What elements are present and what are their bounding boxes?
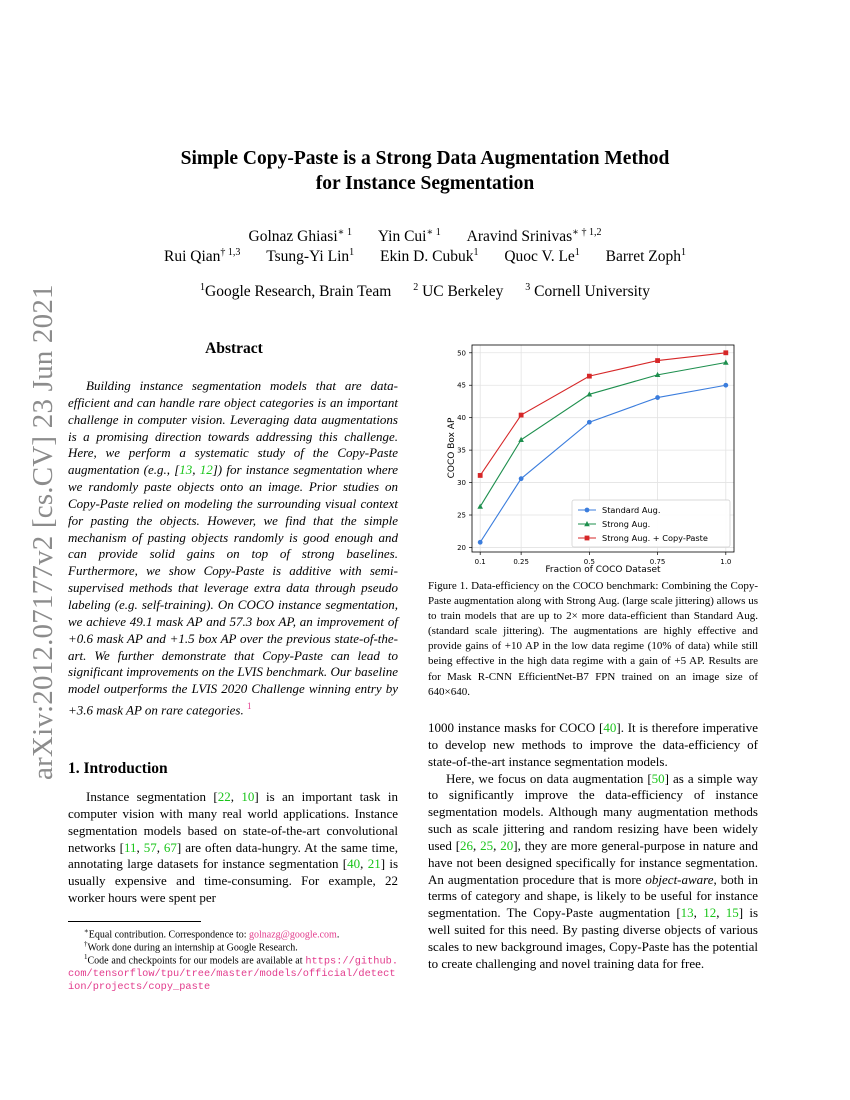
code-url-link[interactable]: https://github.com/tensorflow/tpu/tree/master/models/official/detection/projects/copy_paste: [68, 955, 398, 993]
x-tick-label: 0.25: [513, 558, 529, 566]
author: Tsung-Yi Lin$^1$: [266, 247, 355, 266]
affiliation: $^2$ UC Berkeley: [413, 282, 504, 301]
x-tick-label: 1.0: [720, 558, 732, 566]
title-line-1: Simple Copy-Paste is a Strong Data Augmentation Method: [180, 148, 670, 169]
authors-row-2: [60, 242, 790, 268]
section-heading-introduction: 1. Introduction: [68, 760, 168, 777]
legend-entry: Standard Aug.: [602, 505, 661, 515]
affiliations: [60, 282, 790, 301]
citation-link[interactable]: 12: [703, 905, 717, 921]
data-point: [478, 473, 483, 478]
data-point: [519, 413, 524, 418]
author: Quoc V. Le$^1$: [504, 247, 580, 266]
legend-entry: Strong Aug. + Copy-Paste: [602, 533, 708, 543]
title-line-2: for Instance Segmentation: [315, 173, 535, 194]
data-point: [518, 437, 524, 442]
citation-link[interactable]: 12: [199, 462, 213, 478]
data-point: [587, 374, 592, 379]
affiliation: $^3$ Cornell University: [525, 282, 650, 301]
x-axis-label: Fraction of COCO Dataset: [545, 565, 661, 575]
paragraph: Here, we focus on data augmentation [50] as a simple way to significantly improve the data-efficiency of instance segmentation models. Although many augmentation methods such as scale jittering and random resizing have been widely used [26, 25, 20], they are more general-purpose in nature and have not been designed specifically for instance segmentation. An augmentation procedure that is more object-aware, both in terms of category and shape, is likely to be useful for instance segmentation. The Copy-Paste augmentation [13, 12, 15] is well suited for this need. By pasting diverse objects of various scales to new background images, Copy-Paste has the potential to create challenging and novel training data for free.: [428, 770, 759, 971]
paragraph: 1000 instance masks for COCO [40]. It is therefore imperative to develop new methods to improve the data-efficiency of state-of-the-art instance segmentation models.: [428, 720, 758, 769]
y-tick-label: 50: [457, 349, 466, 358]
citation-link[interactable]: 26: [460, 837, 474, 853]
series-line: [480, 353, 726, 476]
data-point: [723, 383, 728, 388]
abstract-body: Building instance segmentation models that are data-efficient and can handle rare object categories is an important challenge in computer vision. Leveraging data augmentations is a promising direction towards addressing this challenge. Here, we perform a systematic study of the Copy-Paste augmentation (e.g., [13, 12]) for instance segmentation where we randomly paste objects onto an image. Prior studies on Copy-Paste relied on modeling the surrounding visual context for pasting the objects. However, we find that the simple mechanism of pasting objects randomly is good enough and can provide solid gains on top of strong baselines. Furthermore, we show Copy-Paste is additive with semi-supervised methods that leverage extra data through pseudo labeling (e.g. self-training). On COCO instance segmentation, we achieve 49.1 mask AP and 57.3 box AP, an improvement of +0.6 mask AP and +1.5 box AP over the previous state-of-the-art. We further demonstrate that Copy-Paste can lead to significant improvements on the LVIS benchmark. Our baseline model outperforms the LVIS 2020 Challenge winning entry by +3.6 mask AP on rare categories. $^1$: [68, 378, 399, 718]
author: Yin Cui$^{∗ 1}$: [377, 227, 441, 246]
arxiv-id: arXiv:2012.07177v2 [cs.CV] 23 Jun 2021: [27, 284, 59, 780]
data-point: [655, 358, 660, 363]
citation-link[interactable]: 57: [143, 839, 157, 855]
y-axis-label: COCO Box AP: [447, 417, 457, 479]
data-point: [723, 350, 728, 355]
author: Barret Zoph$^1$: [605, 247, 686, 266]
footnote-rule: [68, 921, 201, 922]
footnote-3: $^1$Code and checkpoints for our models are available at https://github.com/tensorflow/tpu/tree/master/models/official/detection/projects/copy_paste: [68, 953, 398, 993]
y-tick-label: 40: [457, 414, 466, 423]
arxiv-stamp: [18, 284, 68, 780]
citation-link[interactable]: 10: [241, 789, 255, 804]
affiliation: $^1$Google Research, Brain Team: [200, 282, 392, 301]
figure-1-caption: Figure 1. Data-efficiency on the COCO benchmark: Combining the Copy-Paste augmentation along with Strong Aug. (large scale jittering) allows us to train models that are up to 2× more data-efficient than Standard Aug. (standard scale jittering). The augmentations are highly effective and provide gains of +10 AP in the low data regime (10% of data) while still being effective in the high data regime with a gain of +5 AP. Results are for Mask R-CNN EfficientNet-B7 FPN trained on an image size of 640×640.: [428, 580, 758, 698]
abstract-heading: Abstract: [205, 340, 263, 357]
chart-legend: [572, 500, 730, 547]
x-tick-label: 0.75: [649, 558, 666, 566]
data-point: [519, 476, 524, 481]
data-point: [478, 540, 483, 545]
legend-marker: [585, 536, 590, 541]
x-tick-label: 0.1: [474, 558, 486, 566]
y-tick-label: 45: [457, 381, 466, 390]
citation-link[interactable]: 40: [347, 856, 361, 872]
legend-entry: Strong Aug.: [602, 519, 651, 529]
paper-title: [60, 146, 790, 196]
author: Golnaz Ghiasi$^{∗ 1}$: [248, 227, 352, 246]
citation-link[interactable]: 67: [163, 839, 177, 855]
figure-1-chart: [438, 336, 760, 576]
email-link[interactable]: golnazg@google.com: [249, 929, 337, 941]
author: Aravind Srinivas$^{∗ \dagger 1,2}$: [466, 227, 602, 246]
author: Ekin D. Cubuk$^1$: [380, 247, 479, 266]
right-column-body: [428, 720, 758, 973]
citation-link[interactable]: 21: [367, 856, 381, 872]
data-point: [723, 360, 729, 365]
citation-link[interactable]: 25: [480, 837, 494, 853]
footnote-2: †Work done during an internship at Google Research.: [84, 940, 298, 954]
y-tick-label: 35: [457, 446, 466, 455]
data-point: [655, 395, 660, 400]
footnote-link[interactable]: 1: [246, 701, 252, 712]
citation-link[interactable]: 13: [179, 462, 193, 478]
author: Rui Qian$^{\dagger 1,3}$: [163, 247, 241, 266]
citation-link[interactable]: 13: [680, 905, 694, 921]
y-tick-label: 30: [457, 479, 466, 488]
citation-link[interactable]: 20: [500, 837, 514, 853]
citation-link[interactable]: 22: [217, 789, 231, 804]
x-tick-label: 0.5: [583, 558, 595, 566]
footnote-1: ∗Equal contribution. Correspondence to: golnazg@google.com.: [84, 927, 340, 941]
y-tick-label: 25: [457, 511, 466, 520]
citation-link[interactable]: 50: [651, 770, 665, 786]
data-point: [587, 420, 592, 425]
citation-link[interactable]: 15: [725, 905, 739, 921]
citation-link[interactable]: 11: [123, 839, 137, 855]
citation-link[interactable]: 40: [603, 720, 617, 735]
y-tick-label: 20: [457, 543, 466, 552]
introduction-body: Instance segmentation [22, 10] is an important task in computer vision with many real world applications. Instance segmentation models based on state-of-the-art convolutional networks [11, 57, 67] are often data-hungry. At the same time, annotating large datasets for instance segmentation [40, 21] is usually expensive and time-consuming. For example, 22 worker hours were spent per: [68, 789, 399, 906]
legend-marker: [585, 508, 590, 513]
